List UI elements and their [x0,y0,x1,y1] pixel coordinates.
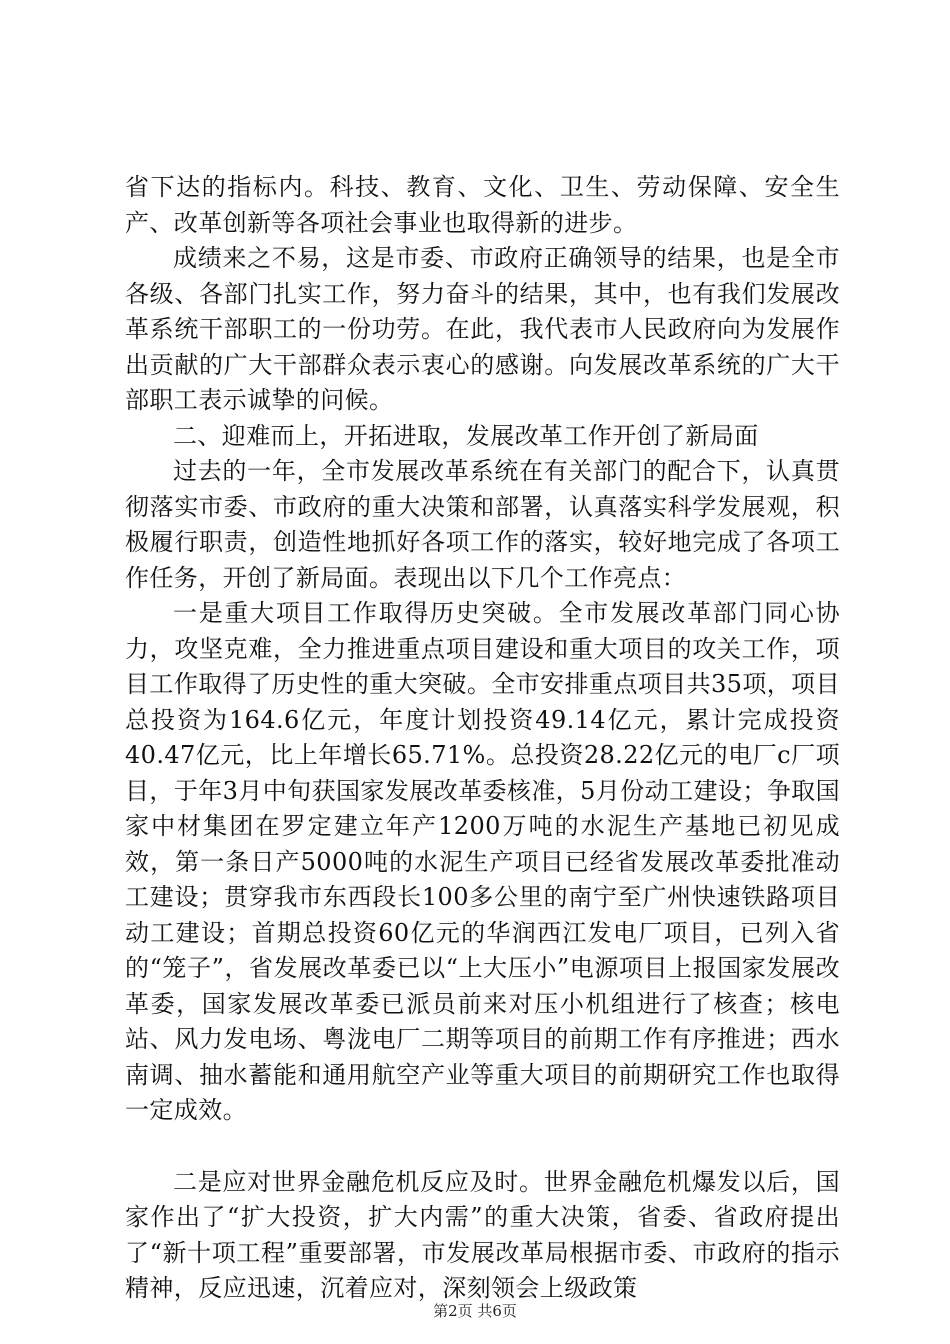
document-body [125,170,840,1307]
paragraph-financial-crisis: 二是应对世界金融危机反应及时。世界金融危机爆发以后，国家作出了“扩大投资，扩大内需”的重大决策，省委、省政府提出了“新十项工程”重要部署，市发展改革局根据市委、市政府的指示精神，反应迅速，沉着应对，深刻领会上级政策 [125,1167,840,1302]
paragraph-achievements: 成绩来之不易，这是市委、市政府正确领导的结果，也是全市各级、各部门扎实工作，努力奋斗的结果，其中，也有我们发展改革系统干部职工的一份功劳。在此，我代表市人民政府向为发展作出贡献的广大干部群众表示衷心的感谢。向发展改革系统的广大干部职工表示诚挚的问候。 [125,244,840,414]
page-footer [0,1300,950,1321]
paragraph-overview: 过去的一年，全市发展改革系统在有关部门的配合下，认真贯彻落实市委、市政府的重大决策和部署，认真落实科学发展观，积极履行职责，创造性地抓好各项工作的落实，较好地完成了各项工作任务，开创了新局面。表现出以下几个工作亮点： [125,457,840,592]
paragraph-major-projects: 一是重大项目工作取得历史突破。全市发展改革部门同心协力，攻坚克难，全力推进重点项目建设和重大项目的攻关工作，项目工作取得了历史性的重大突破。全市安排重点项目共35项，项目总投资为164.6亿元，年度计划投资49.14亿元，累计完成投资40.47亿元，比上年增长65.71%。总投资28.22亿元的电厂c厂项目，于年3月中旬获国家发展改革委核准，5月份动工建设；争取国家中材集团在罗定建立年产1200万吨的水泥生产基地已初见成效，第一条日产5000吨的水泥生产项目已经省发展改革委批准动工建设；贯穿我市东西段长100多公里的南宁至广州快速铁路项目动工建设；首期总投资60亿元的华润西江发电厂项目，已列入省的“笼子”，省发展改革委已以“上大压小”电源项目上报国家发展改革委，国家发展改革委已派员前来对压小机组进行了核查；核电站、风力发电场、粤泷电厂二期等项目的前期工作有序推进；西水南调、抽水蓄能和通用航空产业等重大项目的前期研究工作也取得一定成效。 [125,599,840,1124]
paragraph-continuation: 省下达的指标内。科技、教育、文化、卫生、劳动保障、安全生产、改革创新等各项社会事业也取得新的进步。 [125,173,840,237]
section-heading: 二、迎难而上，开拓进取，发展改革工作开创了新局面 [173,421,759,450]
page-number: 第2页 共6页 [433,1302,517,1320]
